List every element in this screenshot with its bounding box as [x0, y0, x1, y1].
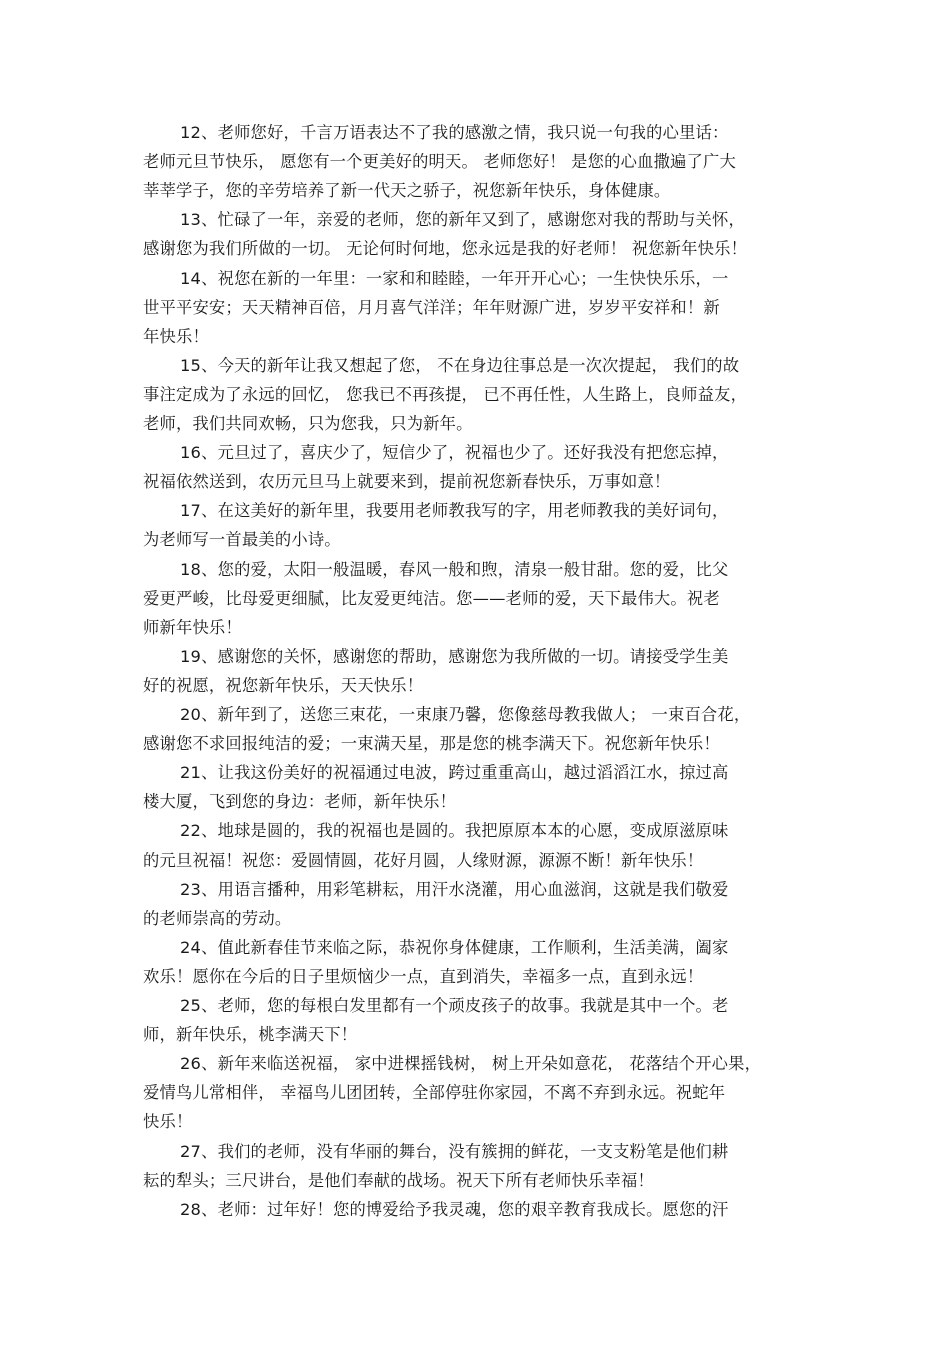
- text-line: 20、新年到了，送您三束花，一束康乃馨，您像慈母教我做人； 一束百合花，: [180, 705, 751, 724]
- text-line: 24、值此新春佳节来临之际，恭祝你身体健康，工作顺利，生活美满，阖家: [180, 937, 729, 957]
- text-line: 21、让我这份美好的祝福通过电波，跨过重重高山，越过滔滔江水，掠过高: [180, 763, 729, 783]
- text-line: 17、在这美好的新年里，我要用老师教我写的字，用老师教我的美好词句，: [180, 501, 729, 521]
- text-line: 耘的犁头；三尺讲台，是他们奉献的战场。祝天下所有老师快乐幸福！: [143, 1170, 654, 1190]
- text-line: 感谢您不求回报纯洁的爱；一束满天星，那是您的桃李满天下。祝您新年快乐！: [143, 734, 720, 754]
- text-line: 世平平安安；天天精神百倍，月月喜气洋洋；年年财源广进，岁岁平安祥和！新: [143, 297, 720, 317]
- text-line: 13、忙碌了一年，亲爱的老师，您的新年又到了，感谢您对我的帮助与关怀，: [180, 210, 746, 230]
- text-line: 事注定成为了永远的回忆， 您我已不再孩提， 已不再任性，人生路上，良师益友，: [143, 384, 748, 404]
- text-line: 好的祝愿，祝您新年快乐，天天快乐！: [143, 675, 424, 695]
- text-line: 25、老师，您的每根白发里都有一个顽皮孩子的故事。我就是其中一个。老: [180, 996, 729, 1015]
- text-line: 爱情鸟儿常相伴， 幸福鸟儿团团转，全部停驻你家园，不离不弃到永远。祝蛇年: [143, 1083, 726, 1103]
- text-line: 楼大厦，飞到您的身边：老师，新年快乐！: [143, 792, 457, 812]
- text-line: 师，新年快乐，桃李满天下！: [143, 1025, 358, 1045]
- text-line: 27、我们的老师，没有华丽的舞台，没有簇拥的鲜花，一支支粉笔是他们耕: [180, 1141, 729, 1161]
- text-line: 28、老师：过年好！您的博爱给予我灵魂，您的艰辛教育我成长。愿您的汗: [180, 1199, 729, 1219]
- text-line: 的元旦祝福！祝您：爱圆情圆，花好月圆，人缘财源，源源不断！新年快乐！: [143, 850, 704, 870]
- text-line: 欢乐！愿你在今后的日子里烦恼少一点，直到消失，幸福多一点，直到永远！: [143, 966, 704, 986]
- text-line: 23、用语言播种，用彩笔耕耘，用汗水浇灌，用心血滋润，这就是我们敬爱: [180, 879, 729, 899]
- text-line: 为老师写一首最美的小诗。: [143, 530, 341, 550]
- text-line: 15、今天的新年让我又想起了您， 不在身边往事总是一次次提起， 我们的故: [180, 355, 740, 375]
- text-line: 感谢您为我们所做的一切。 无论何时何地，您永远是我的好老师！ 祝您新年快乐！: [143, 239, 748, 259]
- text-line: 师新年快乐！: [143, 617, 242, 637]
- text-line: 18、您的爱，太阳一般温暖，春风一般和煦，清泉一般甘甜。您的爱，比父: [180, 559, 729, 579]
- text-line: 19、感谢您的关怀，感谢您的帮助，感谢您为我所做的一切。请接受学生美: [180, 646, 729, 666]
- text-line: 年快乐！: [143, 326, 209, 346]
- text-line: 22、地球是圆的，我的祝福也是圆的。我把原原本本的心愿，变成原滋原味: [180, 821, 729, 841]
- text-line: 老师，我们共同欢畅，只为您我，只为新年。: [143, 414, 473, 433]
- text-line: 爱更严峻，比母爱更细腻，比友爱更纯洁。您——老师的爱，天下最伟大。祝老: [143, 588, 720, 608]
- text-line: 祝福依然送到，农历元旦马上就要来到，提前祝您新春快乐，万事如意！: [143, 472, 671, 492]
- text-line: 老师元旦节快乐， 愿您有一个更美好的明天。 老师您好！ 是您的心血撒遍了广大: [143, 152, 736, 172]
- text-line: 26、新年来临送祝福， 家中进棵摇钱树， 树上开朵如意花， 花落结个开心果，: [180, 1054, 762, 1074]
- text-line: 快乐！: [143, 1112, 193, 1132]
- text-line: 14、祝您在新的一年里：一家和和睦睦，一年开开心心；一生快快乐乐，一: [180, 268, 729, 288]
- text-line: 16、元旦过了，喜庆少了，短信少了，祝福也少了。还好我没有把您忘掉，: [180, 443, 729, 463]
- text-line: 12、老师您好，千言万语表达不了我的感激之情，我只说一句我的心里话：: [180, 123, 729, 142]
- text-line: 的老师崇高的劳动。: [143, 908, 292, 928]
- text-line: 莘莘学子，您的辛劳培养了新一代天之骄子，祝您新年快乐，身体健康。: [143, 181, 671, 201]
